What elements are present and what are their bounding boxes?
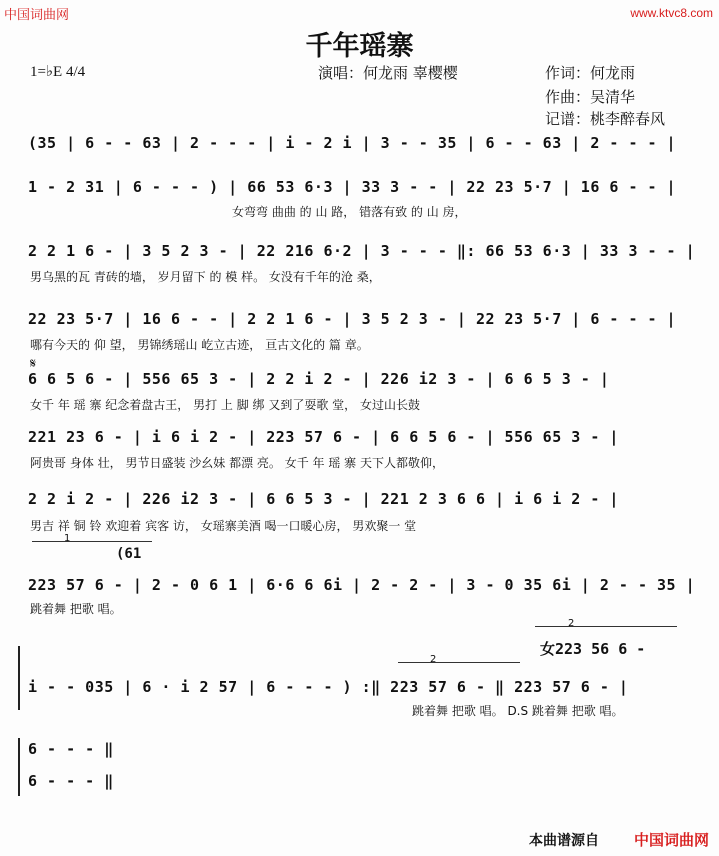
score-line: 6 6 5 6 - | 556 65 3 - | 2 2 i 2 - | 226 i2 3 - | 6 6 5 3 - |	[28, 370, 610, 388]
segno-sign: 𝄋	[30, 356, 37, 372]
score-line: 6 - - - ‖	[28, 772, 114, 790]
lyric-line: 男乌黑的瓦 青砖的墙， 岁月留下 的 模 样。 女没有千年的沧 桑，	[30, 270, 381, 284]
site-url[interactable]: www.ktvc8.com	[630, 6, 713, 20]
lyric-line: 女千 年 瑶 寨 纪念着盘古王， 男打 上 脚 绑 又到了耍歌 堂， 女过山长鼓	[30, 398, 420, 412]
score-line: 6 - - - ‖	[28, 740, 114, 758]
pickup-notes: (61	[116, 546, 142, 562]
score-line: (35 | 6 - - 63 | 2 - - - | i - 2 i | 3 - - 35 | 6 - - 63 | 2 - - - |	[28, 134, 677, 152]
volta-two-label: 2	[568, 618, 575, 629]
lyric-line: 男吉 祥 铜 铃 欢迎着 宾客 访， 女瑶寨美酒 喝一口暖心房， 男欢聚一 堂	[30, 519, 417, 533]
score-line: 221 23 6 - | i 6 i 2 - | 223 57 6 - | 6 6 5 6 - | 556 65 3 - |	[28, 428, 619, 446]
transcriber: 记谱：桃李醉春风	[545, 110, 666, 128]
site-logo-left[interactable]: 中国词曲网	[4, 8, 70, 23]
key-signature: 1=♭E 4/4	[30, 64, 86, 80]
score-line: 1 - 2 31 | 6 - - - ) | 66 53 6·3 | 33 3 - - | 22 23 5·7 | 16 6 - - |	[28, 178, 677, 196]
volta-two-label: 2	[430, 654, 437, 665]
lyric-line: 哪有今天的 仰 望， 男锦绣瑶山 屹立古迹， 亘古文化的 篇 章。	[30, 338, 369, 352]
system-bracket	[18, 646, 20, 710]
lyric-line: 阿贵哥 身体 壮， 男节日盛装 沙幺妹 都漂 亮。 女千 年 瑶 寨 天下人都敬仰，	[30, 456, 444, 470]
score-line: i - - 035 | 6 · i 2 57 | 6 - - - ) :‖ 223 57 6 - ‖ 223 57 6 - |	[28, 678, 629, 696]
song-title: 千年瑶寨	[305, 31, 414, 62]
footer-source: 本曲谱源自	[529, 833, 599, 849]
system-bracket	[18, 738, 20, 796]
score-line: 22 23 5·7 | 16 6 - - | 2 2 1 6 - | 3 5 2 3 - | 22 23 5·7 | 6 - - - |	[28, 310, 677, 328]
upper-alt-ending: 女223 56 6 -	[540, 640, 646, 658]
score-line: 2 2 i 2 - | 226 i2 3 - | 6 6 5 3 - | 221 2 3 6 6 | i 6 i 2 - |	[28, 490, 619, 508]
lyric-line: 跳着舞 把歌 唱。 D.S 跳着舞 把歌 唱。	[412, 704, 624, 718]
volta-bracket	[32, 541, 152, 542]
lyric-line: 跳着舞 把歌 唱。	[30, 602, 122, 616]
composer: 作曲：吴清华	[545, 88, 636, 106]
score-line: 223 57 6 - | 2 - 0 6 1 | 6·6 6 6i | 2 - 2 - | 3 - 0 35 6i | 2 - - 35 |	[28, 576, 696, 594]
volta-one-label: 1	[64, 533, 71, 544]
score-line: 2 2 1 6 - | 3 5 2 3 - | 22 216 6·2 | 3 - - - ‖: 66 53 6·3 | 33 3 - - |	[28, 242, 696, 260]
footer-brand[interactable]: 中国词曲网	[633, 831, 709, 849]
volta-bracket	[398, 662, 520, 663]
singers: 演唱：何龙雨 辜樱樱	[318, 64, 458, 82]
volta-bracket	[535, 626, 677, 627]
lyricist: 作词：何龙雨	[545, 64, 636, 82]
lyric-line: 女弯弯 曲曲 的 山 路， 错落有致 的 山 房，	[232, 205, 467, 219]
